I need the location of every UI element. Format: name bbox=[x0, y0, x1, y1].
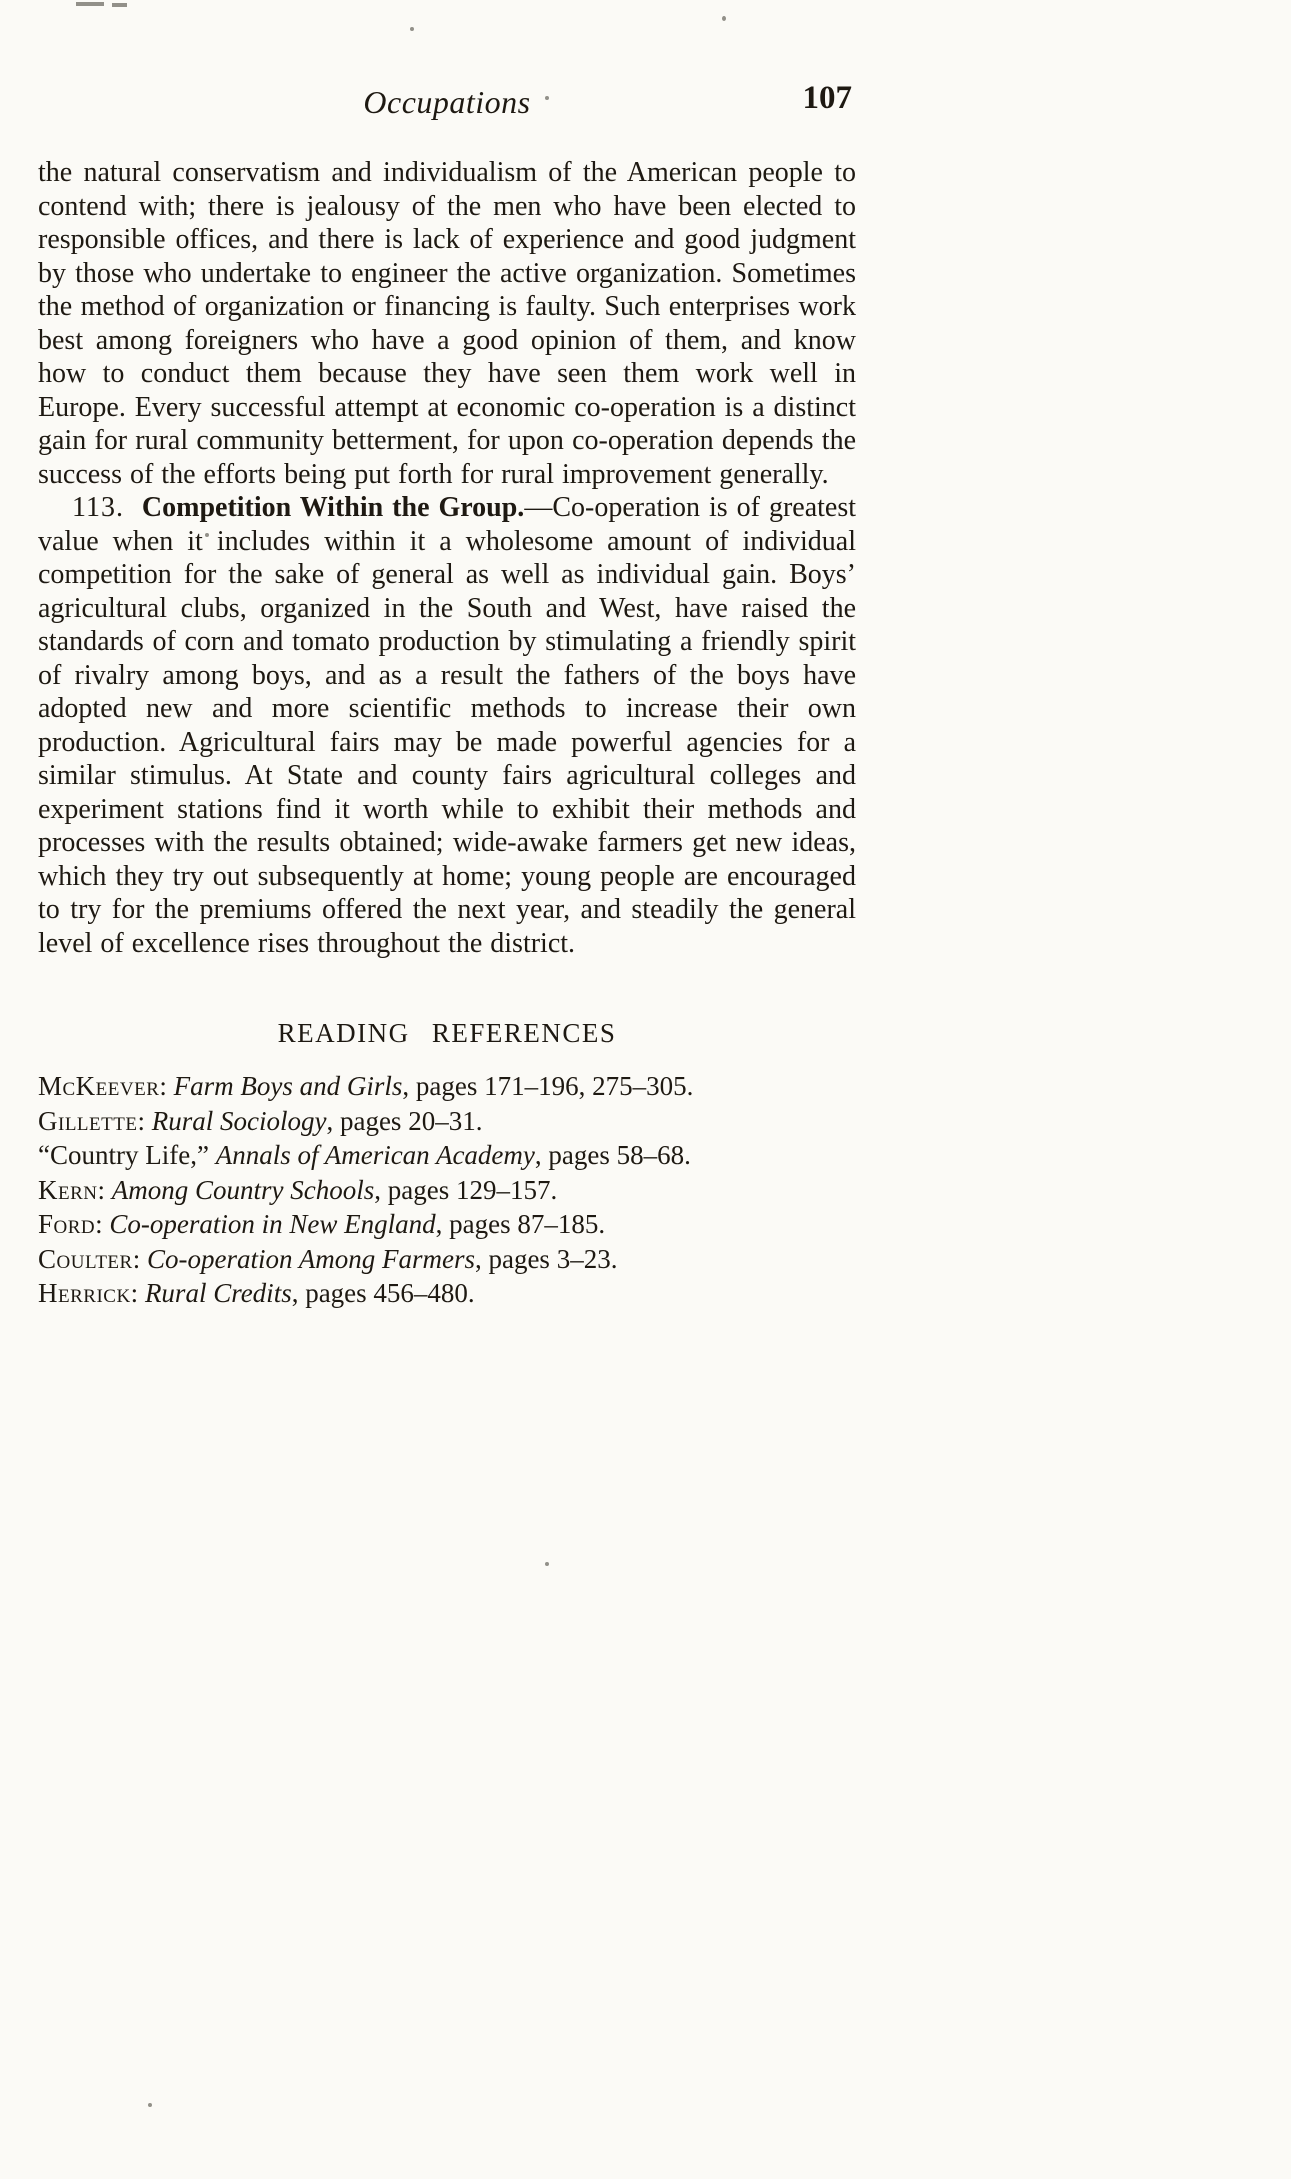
reference-separator: : bbox=[132, 1243, 147, 1274]
page-title: Occupations bbox=[363, 84, 531, 120]
section-body-text: —Co-operation is of greatest value when it includes within it a wholesome amount of individual competition for the sake of general as well as individual gain. Boys’ agricultural clubs, organized in the South and West, have raised the standards of corn and tomato production by stimulating a friendly spirit of rivalry among boys, and as a result the fathers of the boys have adopted new and more scientific methods to increase their own production. Agricultural fairs may be made powerful agencies for a similar stimulus. At State and county fairs agricultural colleges and experiment stations find it worth while to exhibit their methods and processes with the results obtained; wide-awake farmers get new ideas, which they try out subsequently at home; young people are encouraged to try for the premiums offered the next year, and steadily the general level of excellence rises throughout the district. bbox=[38, 492, 857, 959]
reference-item bbox=[38, 1138, 856, 1173]
reference-separator bbox=[209, 1140, 216, 1170]
reference-item bbox=[38, 1173, 856, 1208]
section-heading: Competition Within the Group. bbox=[141, 492, 525, 523]
references-list bbox=[38, 1069, 856, 1311]
reference-author: Ford bbox=[38, 1209, 96, 1239]
reference-title: Co-operation in New England bbox=[109, 1209, 436, 1239]
scan-speck bbox=[545, 1562, 549, 1566]
scan-speck bbox=[148, 2103, 152, 2107]
reference-item bbox=[38, 1069, 856, 1104]
reference-pages: , pages 58–68. bbox=[534, 1140, 691, 1170]
reference-title: Rural Credits bbox=[144, 1278, 292, 1308]
running-header bbox=[38, 0, 856, 130]
page-number: 107 bbox=[802, 80, 852, 116]
reference-separator: : bbox=[95, 1209, 110, 1239]
reference-item bbox=[38, 1276, 856, 1311]
section-number: 113. bbox=[72, 492, 124, 523]
reference-pages: , pages 20–31. bbox=[326, 1105, 483, 1136]
reference-pages: , pages 456–480. bbox=[291, 1278, 475, 1308]
reference-title: Rural Sociology bbox=[151, 1105, 327, 1136]
references-heading: READING REFERENCES bbox=[277, 1018, 617, 1048]
reference-title: Co-operation Among Farmers bbox=[146, 1243, 475, 1274]
reference-author: Kern bbox=[38, 1174, 98, 1205]
section-paragraph bbox=[38, 491, 856, 960]
reference-pages: , pages 129–157. bbox=[374, 1174, 558, 1205]
reference-item bbox=[38, 1242, 856, 1277]
reference-author: Coulter bbox=[38, 1243, 133, 1274]
reference-item bbox=[38, 1207, 856, 1242]
reference-author: Herrick bbox=[38, 1278, 131, 1308]
reference-separator: : bbox=[130, 1278, 145, 1308]
paragraph-continuation: the natural conservatism and individualism of the American people to contend with; there is jealousy of the men who have been elected to responsible offices, and there is lack of experience and good judgment by those who undertake to engineer the active organization. Sometimes the method of organization or financing is faulty. Such enterprises work best among foreigners who have a good opinion of them, and know how to conduct them because they have seen them work well in Europe. Every successful attempt at economic co-operation is a distinct gain for rural community betterment, for upon co-operation depends the success of the efforts being put forth for rural improvement generally. bbox=[38, 157, 856, 490]
reference-title: Among Country Schools bbox=[111, 1174, 375, 1205]
reference-pages: , pages 171–196, 275–305. bbox=[402, 1071, 694, 1101]
reference-author: Gillette bbox=[38, 1105, 138, 1136]
reference-pages: , pages 87–185. bbox=[435, 1209, 606, 1239]
reference-separator: : bbox=[97, 1174, 112, 1205]
reference-separator: : bbox=[159, 1071, 174, 1101]
reference-title: Farm Boys and Girls bbox=[173, 1071, 403, 1101]
text-block bbox=[38, 0, 856, 1311]
reference-quoted-title: “Country Life,” bbox=[38, 1140, 209, 1170]
reference-separator: : bbox=[137, 1105, 152, 1136]
reference-item bbox=[38, 1104, 856, 1139]
reference-pages: , pages 3–23. bbox=[474, 1243, 618, 1274]
reference-author: McKeever bbox=[38, 1071, 160, 1101]
reference-title: Annals of American Academy bbox=[215, 1140, 535, 1170]
